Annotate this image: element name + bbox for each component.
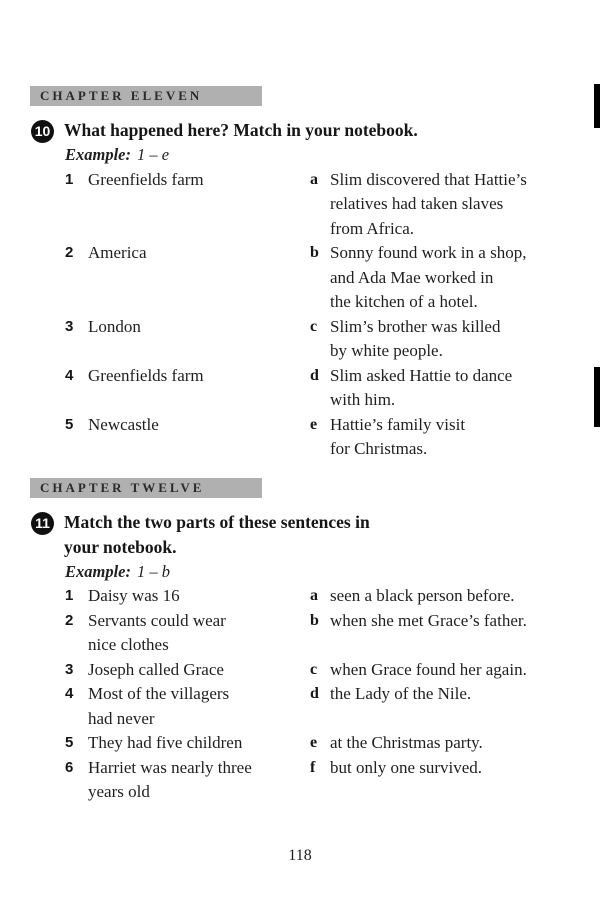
exercise-section bbox=[0, 86, 600, 462]
match-left-line: had never bbox=[88, 708, 155, 728]
match-row bbox=[65, 609, 600, 658]
match-left-line: Daisy was 16 bbox=[88, 586, 180, 605]
match-right-line: Slim’s brother was killed bbox=[330, 316, 501, 336]
match-left-text bbox=[88, 413, 159, 462]
match-right-line: relatives had taken slaves bbox=[330, 194, 504, 213]
match-left bbox=[65, 168, 310, 242]
match-item-number: 1 bbox=[65, 587, 74, 604]
match-right-line: Slim asked Hattie to dance bbox=[330, 365, 513, 385]
match-left-line: They had five children bbox=[88, 733, 243, 752]
match-row bbox=[65, 315, 600, 364]
match-right bbox=[310, 609, 600, 658]
match-left-text bbox=[88, 315, 141, 364]
match-item-letter: a bbox=[310, 170, 318, 188]
match-right-text bbox=[330, 584, 515, 609]
match-right-line: from Africa. bbox=[330, 218, 415, 238]
match-left-line: years old bbox=[88, 782, 150, 801]
match-left bbox=[65, 413, 310, 462]
match-right-line: but only one survived. bbox=[330, 757, 483, 777]
exercise-title-line: your notebook. bbox=[64, 536, 177, 557]
exercise-title-line: Match the two parts of these sentences in bbox=[64, 511, 370, 532]
match-right-text bbox=[330, 658, 527, 683]
match-left bbox=[65, 584, 310, 609]
match-left-text bbox=[88, 682, 229, 731]
match-left bbox=[65, 315, 310, 364]
match-item-letter: d bbox=[310, 685, 319, 702]
match-left-line: America bbox=[88, 243, 147, 262]
match-right bbox=[310, 168, 600, 242]
match-item-number: 4 bbox=[65, 366, 74, 384]
exercise-title bbox=[64, 510, 370, 560]
match-right bbox=[310, 364, 600, 413]
match-right-text bbox=[330, 731, 483, 756]
match-item-letter: d bbox=[310, 366, 319, 384]
match-item-letter: e bbox=[310, 734, 318, 751]
exercise-number-badge: 10 bbox=[31, 120, 54, 143]
match-item-number: 5 bbox=[65, 734, 74, 751]
exercise-section bbox=[0, 478, 600, 805]
match-right bbox=[310, 413, 600, 462]
match-item-letter: c bbox=[310, 660, 318, 678]
match-right-line: with him. bbox=[330, 390, 396, 409]
example-label: Example: bbox=[65, 145, 131, 164]
match-row bbox=[65, 658, 600, 683]
match-left-line: Newcastle bbox=[88, 414, 159, 434]
match-left-text bbox=[88, 756, 252, 805]
example-label: Example: bbox=[65, 561, 131, 581]
match-right bbox=[310, 756, 600, 805]
match-right bbox=[310, 682, 600, 731]
match-right-text bbox=[330, 756, 482, 805]
match-item-number: 2 bbox=[65, 244, 74, 261]
match-row bbox=[65, 413, 600, 462]
match-right-line: for Christmas. bbox=[330, 439, 428, 458]
match-left-line: Servants could wear bbox=[88, 610, 226, 630]
match-left bbox=[65, 609, 310, 658]
page-number: 118 bbox=[288, 847, 312, 864]
match-right-line: and Ada Mae worked in bbox=[330, 267, 494, 287]
example-line bbox=[65, 560, 600, 585]
match-item-number: 1 bbox=[65, 170, 74, 188]
match-right-text bbox=[330, 364, 512, 413]
match-item-number: 5 bbox=[65, 415, 74, 433]
match-left bbox=[65, 756, 310, 805]
exercise-heading bbox=[31, 118, 600, 143]
match-left-text bbox=[88, 364, 204, 413]
match-left bbox=[65, 731, 310, 756]
match-list bbox=[65, 168, 600, 462]
match-row bbox=[65, 364, 600, 413]
match-right-line: Slim discovered that Hattie’s bbox=[330, 169, 527, 189]
match-row bbox=[65, 731, 600, 756]
match-right-line: Hattie’s family visit bbox=[330, 414, 466, 434]
page-edge-mark-middle bbox=[594, 367, 600, 427]
match-right-text bbox=[330, 413, 465, 462]
example-value: 1 – b bbox=[137, 561, 170, 581]
exercise-number-badge: 11 bbox=[31, 512, 54, 535]
chapter-header bbox=[30, 86, 262, 106]
match-right-text bbox=[330, 609, 527, 658]
chapter-header bbox=[30, 478, 262, 498]
match-left-line: Greenfields farm bbox=[88, 169, 204, 189]
match-right-line: when she met Grace’s father. bbox=[330, 610, 527, 630]
match-item-number: 4 bbox=[65, 685, 74, 702]
match-left-text bbox=[88, 241, 147, 315]
match-left-text bbox=[88, 731, 242, 756]
match-item-letter: a bbox=[310, 587, 318, 604]
match-left-line: Harriet was nearly three bbox=[88, 757, 252, 777]
chapter-header-label: CHAPTER TWELVE bbox=[40, 479, 205, 495]
match-right bbox=[310, 241, 600, 315]
match-item-number: 3 bbox=[65, 660, 74, 678]
match-item-number: 6 bbox=[65, 758, 74, 776]
match-left-text bbox=[88, 584, 180, 609]
example-value: 1 – e bbox=[137, 145, 170, 164]
match-row bbox=[65, 241, 600, 315]
page-edge-mark-top bbox=[594, 84, 600, 128]
match-left bbox=[65, 682, 310, 731]
match-item-letter: b bbox=[310, 244, 319, 261]
match-left-line: Most of the villagers bbox=[88, 684, 230, 703]
match-left-line: London bbox=[88, 316, 141, 336]
match-item-letter: b bbox=[310, 611, 319, 629]
match-row bbox=[65, 168, 600, 242]
match-item-letter: c bbox=[310, 317, 318, 335]
exercise-title-line: What happened here? Match in your notebook. bbox=[64, 120, 418, 140]
match-right-line: when Grace found her again. bbox=[330, 659, 527, 679]
match-right-line: the Lady of the Nile. bbox=[330, 684, 472, 703]
match-right bbox=[310, 731, 600, 756]
match-item-number: 3 bbox=[65, 317, 74, 335]
match-right-text bbox=[330, 168, 527, 242]
match-item-number: 2 bbox=[65, 611, 74, 629]
exercise-title bbox=[64, 118, 418, 143]
match-row bbox=[65, 756, 600, 805]
match-right-line: by white people. bbox=[330, 341, 443, 360]
match-item-letter: e bbox=[310, 415, 318, 433]
match-right-text bbox=[330, 682, 471, 731]
match-right bbox=[310, 315, 600, 364]
chapter-header-label: CHAPTER ELEVEN bbox=[40, 88, 203, 103]
match-row bbox=[65, 584, 600, 609]
match-left-text bbox=[88, 168, 204, 242]
match-left bbox=[65, 658, 310, 683]
match-left-line: Joseph called Grace bbox=[88, 659, 224, 679]
match-right bbox=[310, 658, 600, 683]
match-right-line: Sonny found work in a shop, bbox=[330, 243, 527, 262]
match-left bbox=[65, 364, 310, 413]
match-right-line: at the Christmas party. bbox=[330, 733, 483, 752]
exercise-heading bbox=[31, 510, 600, 560]
match-item-letter: f bbox=[310, 758, 316, 776]
match-right-text bbox=[330, 241, 526, 315]
match-right bbox=[310, 584, 600, 609]
match-right-text bbox=[330, 315, 500, 364]
match-row bbox=[65, 682, 600, 731]
exercises-container bbox=[0, 86, 600, 805]
example-line bbox=[65, 143, 600, 168]
match-left-line: nice clothes bbox=[88, 635, 169, 654]
match-right-line: the kitchen of a hotel. bbox=[330, 292, 478, 311]
match-left bbox=[65, 241, 310, 315]
match-left-text bbox=[88, 609, 226, 658]
match-left-text bbox=[88, 658, 224, 683]
match-right-line: seen a black person before. bbox=[330, 586, 515, 605]
match-list bbox=[65, 584, 600, 805]
match-left-line: Greenfields farm bbox=[88, 365, 204, 385]
